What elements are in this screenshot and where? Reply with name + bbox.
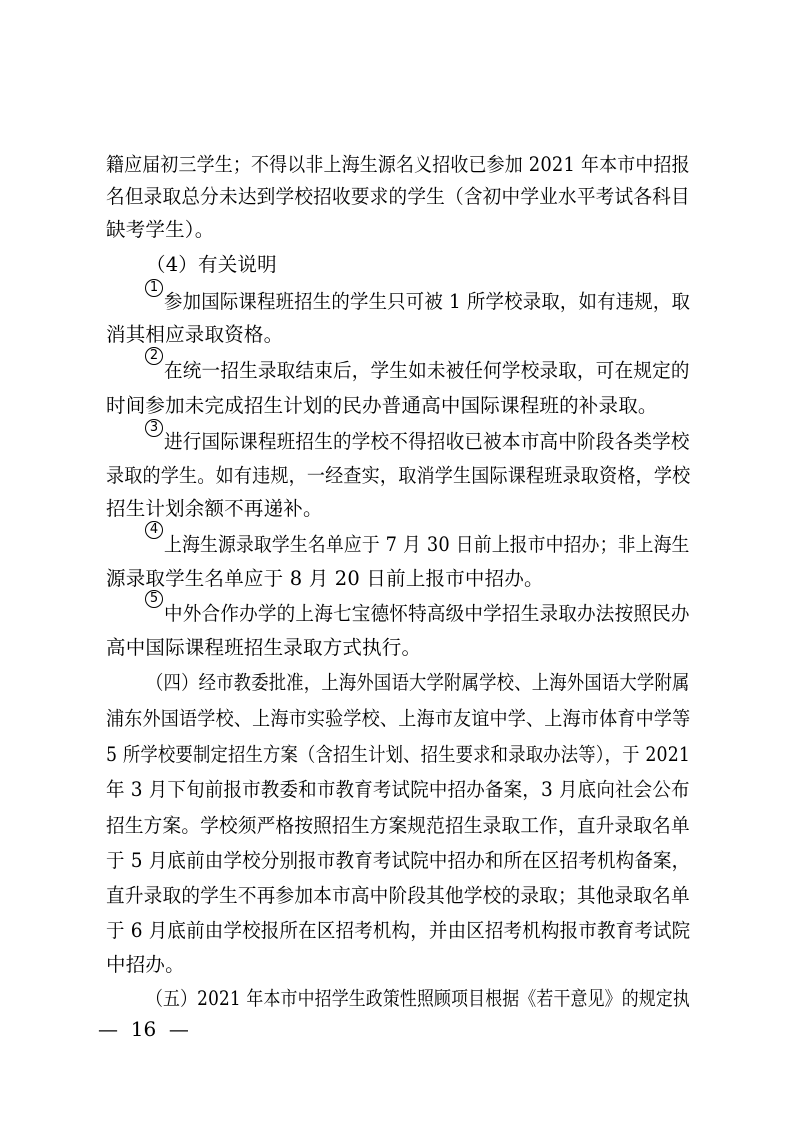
text-line: 时间参加未完成招生计划的民办普通高中国际课程班的补录取。 (106, 394, 658, 417)
text-line: 中外合作办学的上海七宝德怀特高级中学招生录取办法按照民办 (164, 602, 690, 625)
text-line: 上海生源录取学生名单应于 7 月 30 日前上报市中招办；非上海生 (164, 533, 690, 556)
circled-number-5: 5 (145, 590, 163, 608)
text-line: 在统一招生录取结束后，学生如未被任何学校录取，可在规定的 (164, 359, 690, 382)
circled-number-3: 3 (145, 419, 163, 437)
text-line: 消其相应录取资格。 (106, 323, 284, 346)
text-line: 年 3 月下旬前报市教委和市教育考试院中招办备案，3 月底向社会公布 (106, 778, 690, 801)
text-line: 招生计划余额不再递补。 (106, 497, 323, 520)
section-heading: （五）2021 年本市中招学生政策性照顾项目根据《若干意见》的规定执 (146, 987, 690, 1010)
text-line: 进行国际课程班招生的学校不得招收已被本市高中阶段各类学校 (164, 430, 690, 453)
circled-number-1: 1 (145, 279, 163, 297)
text-line: 于 6 月底前由学校报所在区招考机构，并由区招考机构报市教育考试院 (106, 919, 691, 942)
text-line: 浦东外国语学校、上海市实验学校、上海市友谊中学、上海市体育中学等 (106, 707, 691, 730)
page-number: — 16 — (98, 1017, 189, 1041)
circled-number-2: 2 (145, 347, 163, 365)
text-line: 直升录取的学生不再参加本市高中阶段其他学校的录取；其他录取名单 (106, 884, 690, 907)
text-line: 高中国际课程班招生录取方式执行。 (106, 636, 422, 659)
text-line: 缺考学生）。 (106, 218, 215, 241)
circled-number-4: 4 (145, 521, 163, 539)
text-line: 招生方案。学校须严格按照招生方案规范招生录取工作，直升录取名单 (106, 814, 690, 837)
section-heading: （4）有关说明 (146, 253, 277, 276)
text-line: 于 5 月底前由学校分别报市教育考试院中招办和所在区招考机构备案， (106, 849, 691, 872)
text-line: 5 所学校要制定招生方案（含招生计划、招生要求和录取办法等），于 2021 (106, 743, 691, 766)
text-line: 录取的学生。如有违规，一经查实，取消学生国际课程班录取资格，学校 (106, 464, 691, 487)
text-line: 名但录取总分未达到学校招收要求的学生（含初中学业水平考试各科目 (106, 185, 690, 208)
section-heading: （四）经市教委批准，上海外国语大学附属学校、上海外国语大学附属 (146, 671, 690, 694)
text-line: 源录取学生名单应于 8 月 20 日前上报市中招办。 (106, 567, 544, 590)
text-line: 中招办。 (106, 953, 185, 976)
text-line: 参加国际课程班招生的学生只可被 1 所学校录取，如有违规，取 (164, 290, 691, 313)
text-line: 籍应届初三学生；不得以非上海生源名义招收已参加 2021 年本市中招报 (106, 153, 690, 176)
